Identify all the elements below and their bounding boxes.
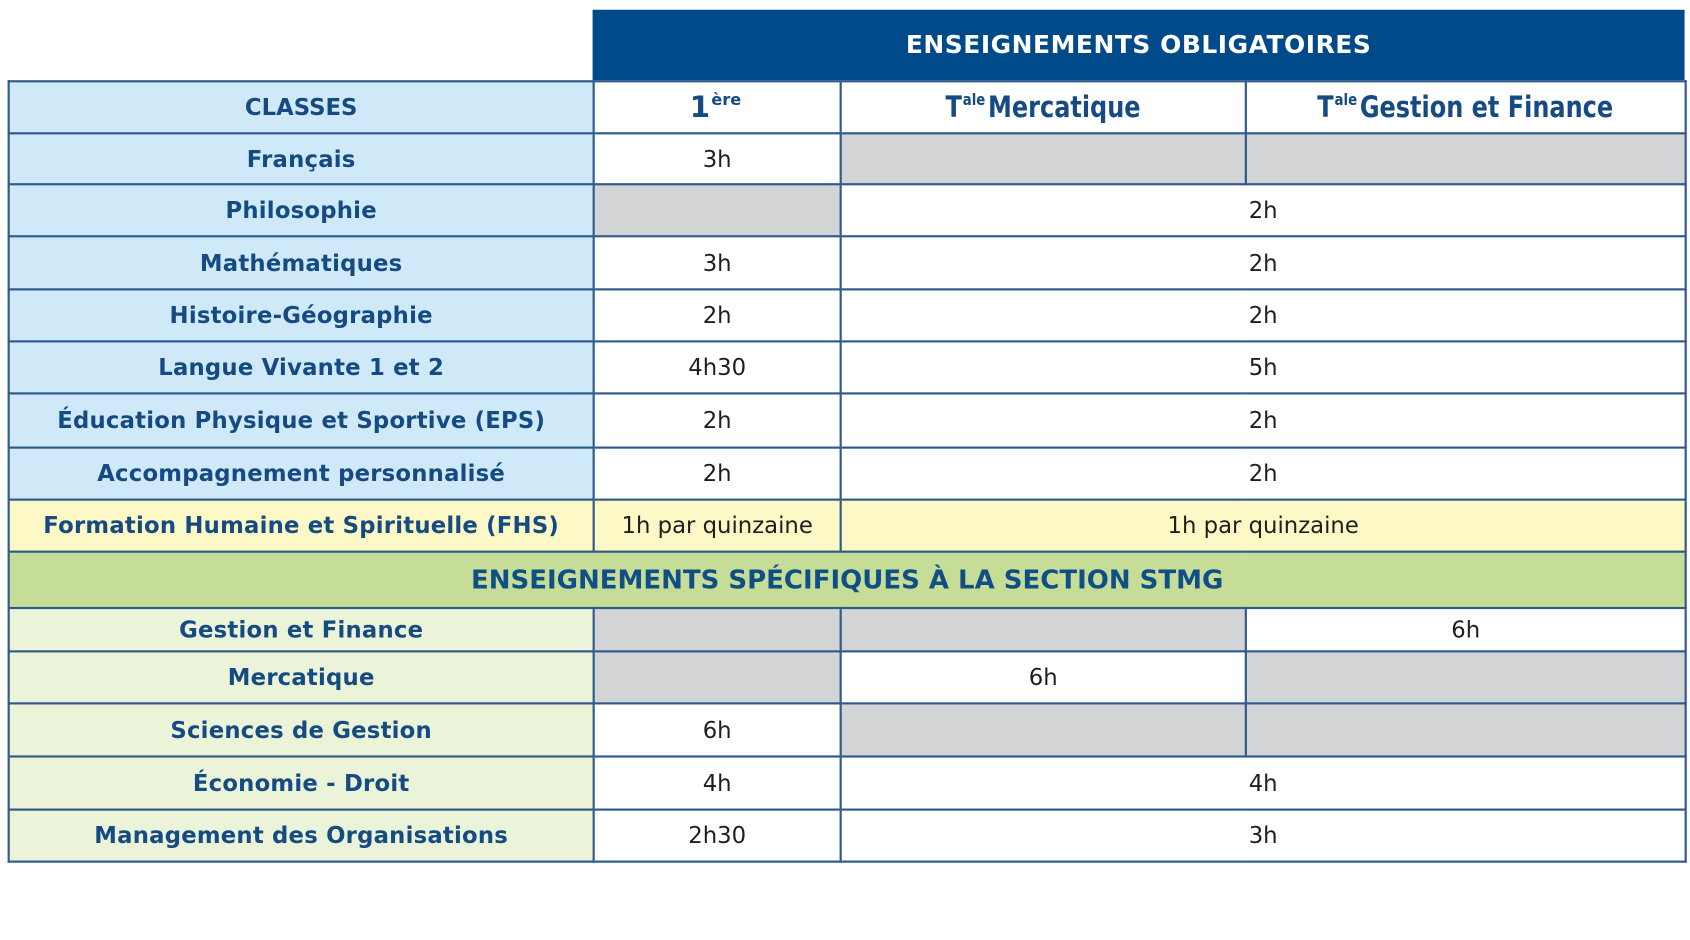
table-row	[9, 289, 1686, 341]
table-row	[9, 393, 1686, 447]
col-header-tale-mercatique: $T^{ale}Mercatique$	[841, 81, 1246, 133]
table-row	[9, 236, 1686, 289]
table-row	[9, 608, 1686, 651]
hours-cell: 6h	[594, 703, 841, 756]
hours-cell: 2h	[841, 393, 1686, 447]
table-row	[9, 133, 1686, 184]
empty-cell	[1246, 703, 1686, 756]
subject-label: Économie - Droit	[9, 756, 594, 809]
table-row	[9, 341, 1686, 393]
table-row	[9, 651, 1686, 703]
subject-label: Histoire-Géographie	[9, 289, 594, 341]
empty-cell	[841, 703, 1246, 756]
hours-cell: 3h	[594, 236, 841, 289]
table-row	[9, 448, 1686, 500]
subject-label: Gestion et Finance	[9, 608, 594, 651]
empty-cell	[841, 133, 1246, 184]
section-title: ENSEIGNEMENTS SPÉCIFIQUES À LA SECTION STMG	[9, 552, 1686, 608]
hours-cell: 4h	[594, 756, 841, 809]
hours-cell: 1h par quinzaine	[594, 500, 841, 552]
empty-cell	[594, 184, 841, 236]
empty-cell	[1246, 651, 1686, 703]
subject-label: Accompagnement personnalisé	[9, 448, 594, 500]
hours-cell: 4h30	[594, 341, 841, 393]
table-row	[9, 703, 1686, 756]
hours-cell: 3h	[594, 133, 841, 184]
table-row	[9, 184, 1686, 236]
subject-label: Management des Organisations	[9, 810, 594, 862]
subject-label: Français	[9, 133, 594, 184]
subject-label: Philosophie	[9, 184, 594, 236]
col-header-premiere: 1ère	[594, 81, 841, 133]
subject-label: Mathématiques	[9, 236, 594, 289]
hours-cell: 2h	[841, 448, 1686, 500]
subject-label: Éducation Physique et Sportive (EPS)	[9, 393, 594, 447]
section-row	[9, 552, 1686, 608]
hours-cell: 2h30	[594, 810, 841, 862]
hours-cell: 5h	[841, 341, 1686, 393]
hours-cell: 2h	[594, 448, 841, 500]
classes-header: CLASSES	[9, 81, 594, 133]
empty-cell	[594, 608, 841, 651]
table-title: ENSEIGNEMENTS OBLIGATOIRES	[593, 10, 1685, 80]
hours-cell: 2h	[594, 289, 841, 341]
hours-cell: 4h	[841, 756, 1686, 809]
empty-cell	[594, 651, 841, 703]
subject-label: Langue Vivante 1 et 2	[9, 341, 594, 393]
table-row	[9, 756, 1686, 809]
hours-cell: 3h	[841, 810, 1686, 862]
empty-cell	[1246, 133, 1686, 184]
subject-label: Sciences de Gestion	[9, 703, 594, 756]
schedule-table	[8, 80, 1687, 863]
hours-cell: 2h	[841, 236, 1686, 289]
hours-cell: 6h	[841, 651, 1246, 703]
table-row	[9, 810, 1686, 862]
hours-cell: 1h par quinzaine	[841, 500, 1686, 552]
hours-cell: 2h	[841, 289, 1686, 341]
empty-cell	[841, 608, 1246, 651]
table-row	[9, 500, 1686, 552]
hours-cell: 2h	[841, 184, 1686, 236]
subject-label: Formation Humaine et Spirituelle (FHS)	[9, 500, 594, 552]
header-row	[9, 81, 1686, 133]
col-header-tale-gestion-finance: $T^{ale}Gestion$ et Finance	[1246, 81, 1686, 133]
subject-label: Mercatique	[9, 651, 594, 703]
hours-cell: 6h	[1246, 608, 1686, 651]
hours-cell: 2h	[594, 393, 841, 447]
